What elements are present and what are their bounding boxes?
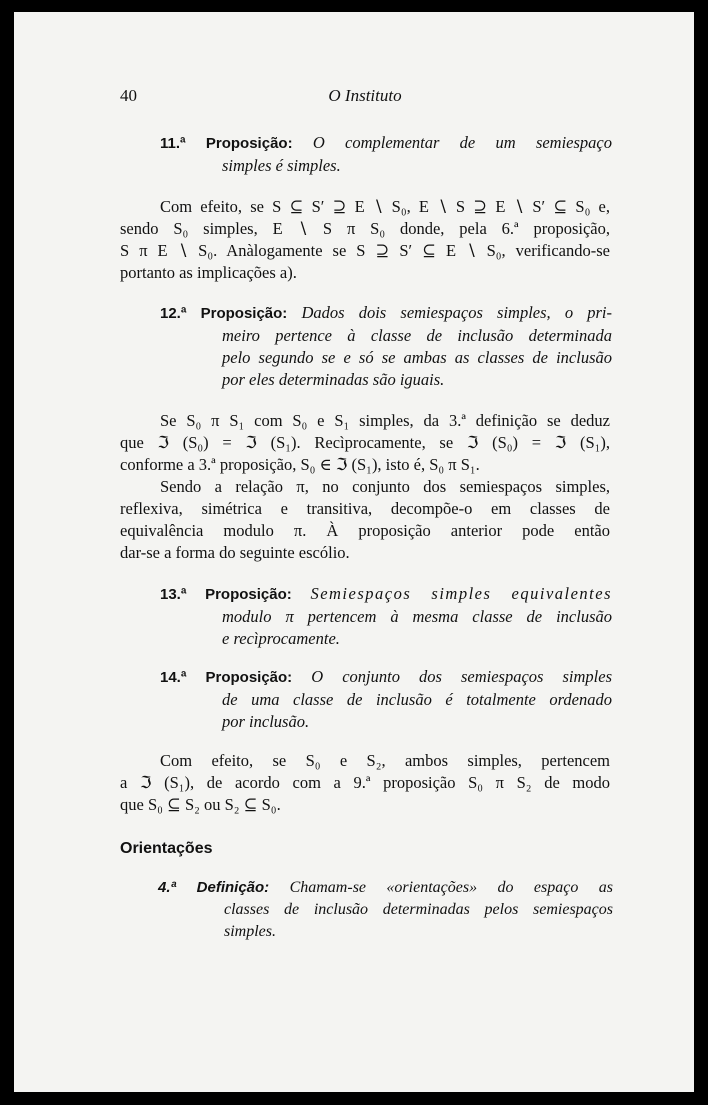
paragraph-2-line: que ℑ (S₀) = ℑ (S₁). Recìprocamente, se ℑ (S₀) = ℑ (S₁),	[120, 433, 610, 452]
section-heading: Orientações	[120, 840, 213, 857]
proposition-14-text-line3: por inclusão.	[222, 712, 310, 731]
page-header	[120, 86, 610, 110]
paragraph-4	[120, 750, 610, 816]
proposition-11-text-line1: O complementar de um semiespaço	[312, 133, 613, 152]
definition-4-label: 4.ª Definição:	[158, 879, 270, 896]
paragraph-3	[120, 476, 610, 564]
proposition-14-label: 14.ª Proposição:	[160, 669, 293, 686]
proposition-11	[160, 132, 612, 177]
paragraph-2	[120, 410, 610, 476]
proposition-13-text-line1: Semiespaços simples equivalentes	[310, 584, 613, 603]
proposition-11-text-line2: simples é simples.	[222, 156, 341, 175]
paragraph-1-line: S π E ∖ S₀. Anàlogamente se S ⊇ S′ ⊆ E ∖ S₀, verificando-se	[120, 241, 610, 260]
proposition-14-text-line1: O conjunto dos semiespaços simples	[311, 667, 612, 686]
paragraph-1-line: portanto as implicações a).	[120, 263, 297, 282]
proposition-12-text-line1: Dados dois semiespaços simples, o pri-	[301, 303, 612, 322]
paragraph-3-line: dar-se a forma do seguinte escólio.	[120, 543, 350, 562]
paragraph-3-line: Sendo a relação π, no conjunto dos semiespaços simples,	[160, 477, 610, 496]
paragraph-3-line: reflexiva, simétrica e transitiva, decompõe-o em classes de	[120, 499, 610, 518]
running-title: O Instituto	[328, 86, 402, 105]
paragraph-2-line: conforme a 3.ª proposição, S₀ ∈ ℑ (S₁), isto é, S₀ π S₁.	[120, 455, 480, 474]
paragraph-3-line: equivalência modulo π. À proposição anterior pode então	[120, 521, 610, 540]
paragraph-1-line: Com efeito, se S ⊆ S′ ⊇ E ∖ S₀, E ∖ S ⊇ E ∖ S′ ⊆ S₀ e,	[160, 197, 610, 216]
proposition-11-label: 11.ª Proposição:	[160, 135, 293, 152]
proposition-12-text-line3: pelo segundo se e só se ambas as classes de inclusão	[222, 348, 612, 367]
paragraph-1	[120, 196, 610, 284]
proposition-13-text-line2: modulo π pertencem à mesma classe de inclusão	[222, 607, 612, 626]
paragraph-4-line: Com efeito, se S₀ e S₂, ambos simples, pertencem	[160, 751, 610, 770]
proposition-14	[160, 666, 612, 733]
paragraph-1-line: sendo S₀ simples, E ∖ S π S₀ donde, pela 6.ª proposição,	[120, 219, 610, 238]
page-number: 40	[120, 86, 137, 105]
proposition-14-text-line2: de uma classe de inclusão é totalmente ordenado	[222, 690, 612, 709]
proposition-13-text-line3: e recìprocamente.	[222, 629, 340, 648]
paragraph-2-line: Se S₀ π S₁ com S₀ e S₁ simples, da 3.ª definição se deduz	[160, 411, 610, 430]
paragraph-4-line: a ℑ (S₁), de acordo com a 9.ª proposição S₀ π S₂ de modo	[120, 773, 610, 792]
definition-4-text-line2: classes de inclusão determinadas pelos semiespaços	[224, 901, 613, 918]
definition-4-text-line3: simples.	[224, 923, 276, 940]
definition-4-text-line1: Chamam-se «orientações» do espaço as	[289, 879, 613, 896]
proposition-12-label: 12.ª Proposição:	[160, 305, 288, 322]
proposition-12	[160, 302, 612, 391]
proposition-13	[160, 583, 612, 650]
proposition-13-label: 13.ª Proposição:	[160, 586, 292, 603]
proposition-12-text-line4: por eles determinadas são iguais.	[222, 370, 445, 389]
definition-4	[158, 877, 613, 943]
proposition-12-text-line2: meiro pertence à classe de inclusão determinada	[222, 326, 612, 345]
paragraph-4-line: que S₀ ⊆ S₂ ou S₂ ⊆ S₀.	[120, 795, 281, 814]
